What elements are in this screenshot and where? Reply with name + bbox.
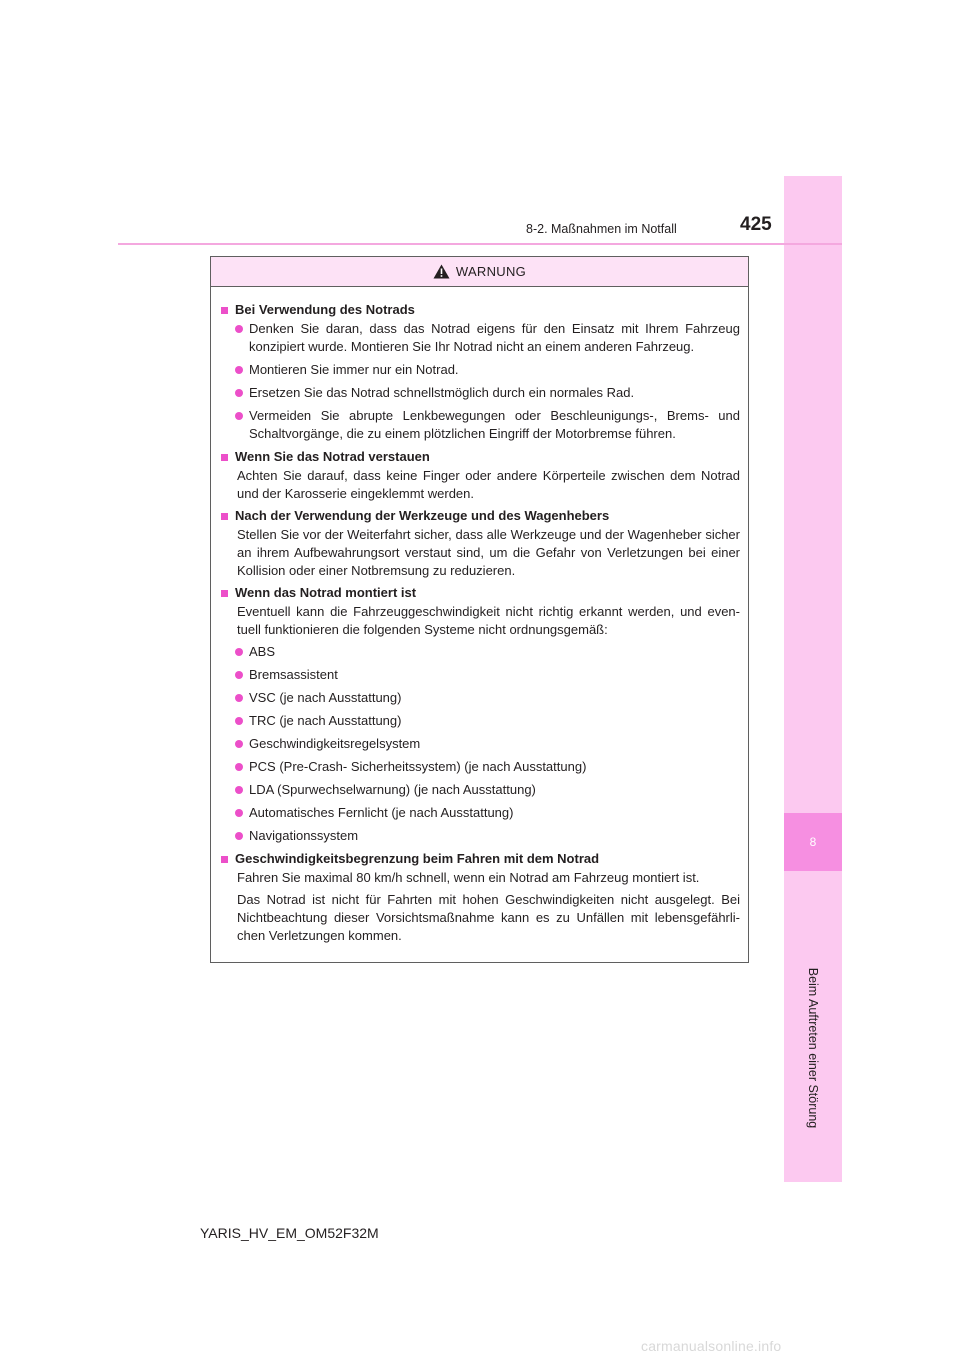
section-paragraph: Eventuell kann die Fahrzeuggeschwindigkeit nicht richtig erkannt werden, und even-tuell funktionieren die folgenden Systeme nicht ordnungsgemäß: bbox=[237, 604, 740, 637]
warning-box bbox=[210, 256, 749, 963]
circle-bullet-icon bbox=[235, 412, 243, 420]
section-heading bbox=[219, 850, 740, 868]
warning-header bbox=[211, 257, 748, 287]
document-code: YARIS_HV_EM_OM52F32M bbox=[200, 1225, 379, 1241]
list-item-text: LDA (Spurwechselwarnung) (je nach Ausstattung) bbox=[249, 782, 536, 797]
list-item-text: TRC (je nach Ausstattung) bbox=[249, 713, 402, 728]
section-heading-text: Wenn Sie das Notrad verstauen bbox=[235, 449, 430, 464]
section-heading bbox=[219, 584, 740, 602]
list-item-text: Bremsassistent bbox=[249, 667, 338, 682]
list-item-text: Geschwindigkeitsregelsystem bbox=[249, 736, 421, 751]
circle-bullet-icon bbox=[235, 694, 243, 702]
list-item-text: Denken Sie daran, dass das Notrad eigens für den Einsatz mit Ihrem Fahrzeug konzipiert wurde. Montieren Sie Ihr Notrad nicht an einem anderen Fahrzeug. bbox=[249, 321, 740, 354]
list-item bbox=[235, 804, 740, 822]
list-item bbox=[235, 827, 740, 845]
list-item bbox=[235, 384, 740, 402]
section-paragraph: Fahren Sie maximal 80 km/h schnell, wenn ein Notrad am Fahrzeug montiert ist. bbox=[237, 870, 700, 885]
section-heading-text: Wenn das Notrad montiert ist bbox=[235, 585, 417, 600]
list-item bbox=[235, 361, 740, 379]
list-item-text: Automatisches Fernlicht (je nach Ausstattung) bbox=[249, 805, 514, 820]
list-item bbox=[235, 781, 740, 799]
section-heading-text: Geschwindigkeitsbegrenzung beim Fahren mit dem Notrad bbox=[235, 851, 600, 866]
section-heading bbox=[219, 301, 740, 319]
list-item bbox=[235, 758, 740, 776]
section-paragraph: Stellen Sie vor der Weiterfahrt sicher, dass alle Werkzeuge und der Wagenheber sicher an ihrem Aufbewahrungsort verstaut sind, um die Gefahr von Verletzungen bei einer Kollision oder einer Notbremsung zu reduzieren. bbox=[237, 527, 740, 578]
circle-bullet-icon bbox=[235, 648, 243, 656]
list-item-text: Montieren Sie immer nur ein Notrad. bbox=[249, 362, 459, 377]
warning-section bbox=[219, 584, 740, 845]
section-heading-text: Nach der Verwendung der Werkzeuge und des Wagenhebers bbox=[235, 508, 610, 523]
circle-bullet-icon bbox=[235, 763, 243, 771]
circle-bullet-icon bbox=[235, 366, 243, 374]
section-heading bbox=[219, 448, 740, 466]
list-item-text: Ersetzen Sie das Notrad schnellstmöglich durch ein normales Rad. bbox=[249, 385, 635, 400]
circle-bullet-icon bbox=[235, 671, 243, 679]
section-heading bbox=[219, 507, 740, 525]
circle-bullet-icon bbox=[235, 832, 243, 840]
page-number: 425 bbox=[740, 214, 772, 235]
list-item bbox=[235, 643, 740, 661]
circle-bullet-icon bbox=[235, 740, 243, 748]
list-item bbox=[235, 735, 740, 753]
list-item-text: Vermeiden Sie abrupte Lenkbewegungen oder Beschleunigungs-, Brems- und Schaltvorgänge, die zu einem plötzlichen Eingriff der Motorbremse führen. bbox=[249, 408, 740, 441]
list-item bbox=[235, 407, 740, 443]
square-bullet-icon bbox=[221, 856, 228, 863]
list-item bbox=[235, 689, 740, 707]
square-bullet-icon bbox=[221, 513, 228, 520]
warning-section bbox=[219, 301, 740, 443]
list-item-text: Navigationssystem bbox=[249, 828, 359, 843]
circle-bullet-icon bbox=[235, 786, 243, 794]
list-item bbox=[235, 712, 740, 730]
list-item-text: ABS bbox=[249, 644, 276, 659]
section-paragraph: Das Notrad ist nicht für Fahrten mit hohen Geschwindigkeiten nicht ausgelegt. Bei Nichtbeachtung dieser Vorsichtsmaßnahme kann es zu Unfällen mit lebensgefährli-chen Verletzungen kommen. bbox=[237, 892, 740, 943]
square-bullet-icon bbox=[221, 590, 228, 597]
circle-bullet-icon bbox=[235, 325, 243, 333]
list-item bbox=[235, 666, 740, 684]
warning-body bbox=[211, 287, 748, 945]
warning-section bbox=[219, 448, 740, 503]
square-bullet-icon bbox=[221, 454, 228, 461]
list-item-text: VSC (je nach Ausstattung) bbox=[249, 690, 402, 705]
circle-bullet-icon bbox=[235, 717, 243, 725]
circle-bullet-icon bbox=[235, 389, 243, 397]
section-paragraph: Achten Sie darauf, dass keine Finger oder andere Körperteile zwischen dem Notrad und der Karosserie eingeklemmt werden. bbox=[237, 468, 740, 501]
chapter-label: Beim Auftreten einer Störung bbox=[806, 967, 820, 1129]
list-item-text: PCS (Pre-Crash- Sicherheitssystem) (je nach Ausstattung) bbox=[249, 759, 587, 774]
warning-section bbox=[219, 850, 740, 945]
warning-triangle-icon bbox=[433, 264, 450, 279]
warning-section bbox=[219, 507, 740, 580]
square-bullet-icon bbox=[221, 307, 228, 314]
chapter-number-tab: 8 bbox=[784, 813, 842, 871]
section-title: 8-2. Maßnahmen im Notfall bbox=[526, 222, 677, 236]
circle-bullet-icon bbox=[235, 809, 243, 817]
list-item bbox=[235, 320, 740, 356]
header-divider bbox=[118, 243, 842, 245]
watermark: carmanualsonline.info bbox=[641, 1338, 782, 1354]
section-heading-text: Bei Verwendung des Notrads bbox=[235, 302, 415, 317]
warning-title: WARNUNG bbox=[455, 264, 527, 279]
